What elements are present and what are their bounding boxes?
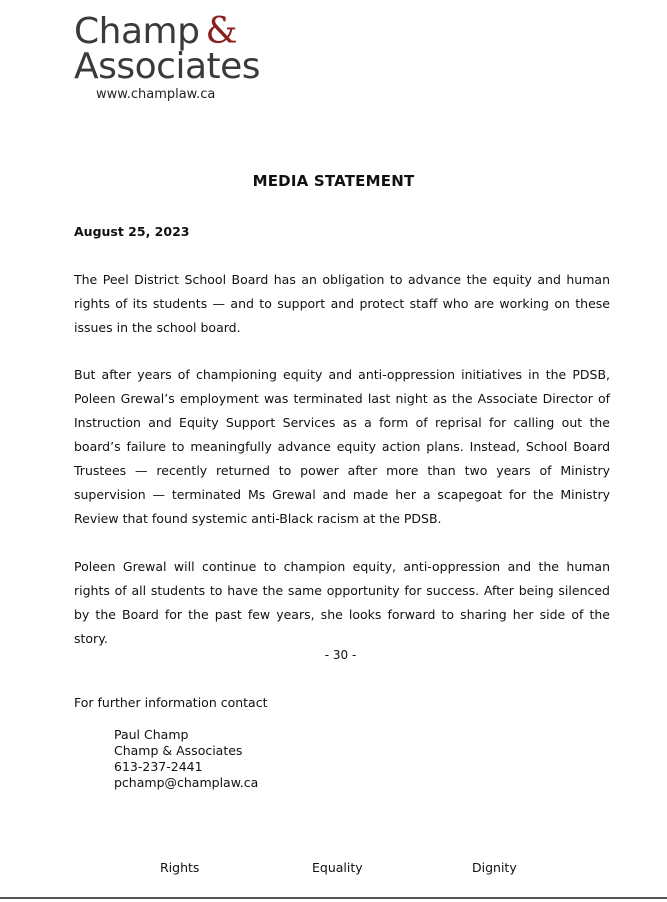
bottom-divider [0, 897, 667, 899]
paragraph-2: But after years of championing equity and anti-oppression initiatives in the PDSB, Poleen Grewal’s employment was terminated last night as the Associate Director of Instruction and Equity Support Services as a form of reprisal for calling out the board’s failure to meaningfully advance equity action plans. Instead, School Board Trustees — recently returned to power after more than two years of Ministry supervision — terminated Ms Grewal and made her a scapegoat for the Ministry Review that found systemic anti-Black racism at the PDSB. [74, 367, 610, 526]
contact-name: Paul Champ [114, 727, 189, 742]
end-marker: - 30 - [324, 648, 357, 662]
firm-logo [74, 11, 261, 102]
document-heading: MEDIA STATEMENT [252, 172, 415, 190]
logo-name-champ: Champ [74, 11, 200, 52]
paragraph-1: The Peel District School Board has an obligation to advance the equity and human rights of its students — and to support and protect staff who are working on these issues in the school board. [74, 272, 610, 335]
contact-block [114, 727, 258, 791]
footer-dignity: Dignity [472, 860, 517, 875]
logo-line-1 [74, 11, 260, 52]
footer-rights: Rights [160, 860, 200, 875]
logo-name-associates: Associates [74, 46, 261, 87]
contact-firm: Champ & Associates [114, 743, 243, 758]
logo-website: www.champlaw.ca [96, 87, 216, 102]
contact-phone: 613-237-2441 [114, 759, 203, 774]
contact-intro: For further information contact [74, 695, 268, 710]
contact-email: pchamp@champlaw.ca [114, 775, 259, 790]
statement-date: August 25, 2023 [74, 224, 190, 239]
footer-equality: Equality [312, 860, 363, 875]
logo-ampersand: & [205, 11, 237, 52]
paragraph-3: Poleen Grewal will continue to champion equity, anti-oppression and the human rights of all students to have the same opportunity for success. After being silenced by the Board for the past few years, she looks forward to sharing her side of the story. [74, 559, 610, 646]
